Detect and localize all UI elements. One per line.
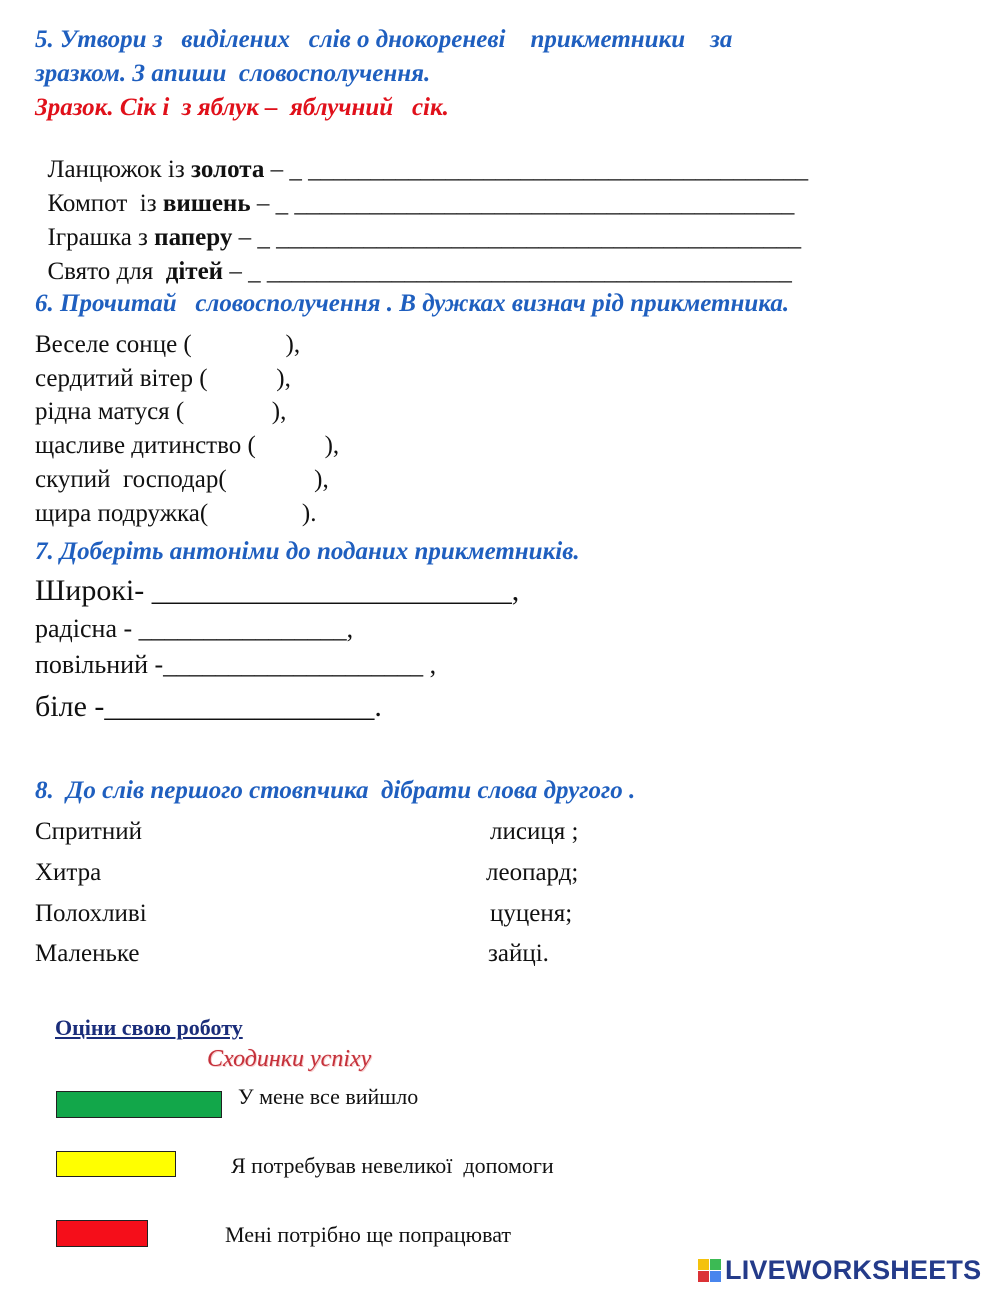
task6-row-4: щасливе дитинство ( ), [35,432,340,459]
task5-row-3: Іграшка з паперу – _ __________________________________________ [47,224,802,251]
yellow-level-swatch [56,1151,176,1177]
task8-right-item: цуценя; [490,900,573,927]
task8-right-item: лисиця ; [490,818,579,845]
task5-row-1: Ланцюжок із золота – _ ________________________________________ [47,156,809,183]
task8-title: 8. До слів першого стовпчика дібрати слова другого . [35,777,636,804]
task6-row-1: Веселе сонце ( ), [35,331,301,358]
level-label-red: Мені потрібно ще попрацюват [225,1222,511,1247]
level-label-green: У мене все вийшло [238,1084,419,1109]
level-label-yellow: Я потребував невеликої допомоги [231,1153,554,1178]
task5-row-2: Компот із вишень – _ ________________________________________ [47,190,795,217]
logo-blocks-icon [698,1259,721,1282]
task7-row-1: Широкі- ________________________, [35,574,520,607]
task8-left-item: Спритний [35,818,142,845]
task5-title-line2: зразком. З апиши словосполучення. [35,60,431,87]
highlighted-word: паперу [154,224,233,251]
steps-of-success-title: Сходинки успіху [207,1046,372,1072]
task5-title-line1: 5. Утвори з виділених слів о днокореневі прикметники за [35,26,733,53]
liveworksheets-logo [698,1255,981,1286]
task5-sample: Зразок. Сік і з яблук – яблучний сік. [35,94,449,121]
task7-row-3: повільний -____________________ , [35,650,437,679]
highlighted-word: дітей [165,258,224,285]
self-assessment-title: Оціни свою роботу [55,1015,243,1040]
logo-text: LIVEWORKSHEETS [725,1255,982,1285]
task8-left-item: Хитра [35,859,102,886]
red-level-swatch [56,1220,148,1247]
task6-row-6: щира подружка( ). [35,500,317,527]
task6-title: 6. Прочитай словосполучення . В дужках визнач рід прикметника. [35,290,790,317]
highlighted-word: золота [190,156,265,183]
task6-row-2: сердитий вітер ( ), [35,365,291,392]
task8-right-item: зайці. [488,940,549,967]
task8-left-item: Полохливі [35,900,147,927]
task6-row-5: скупий господар( ), [35,466,329,493]
task8-left-item: Маленьке [35,940,140,967]
task6-row-3: рідна матуся ( ), [35,398,287,425]
highlighted-word: вишень [162,190,251,217]
task8-right-item: леопард; [486,859,579,886]
task7-row-4: біле -__________________. [35,690,382,723]
task7-row-2: радісна - ________________, [35,614,354,643]
task7-title: 7. Доберіть антоніми до поданих прикметників. [35,538,580,565]
task5-row-4: Свято для дітей – _ __________________________________________ [47,258,792,285]
green-level-swatch [56,1091,222,1118]
